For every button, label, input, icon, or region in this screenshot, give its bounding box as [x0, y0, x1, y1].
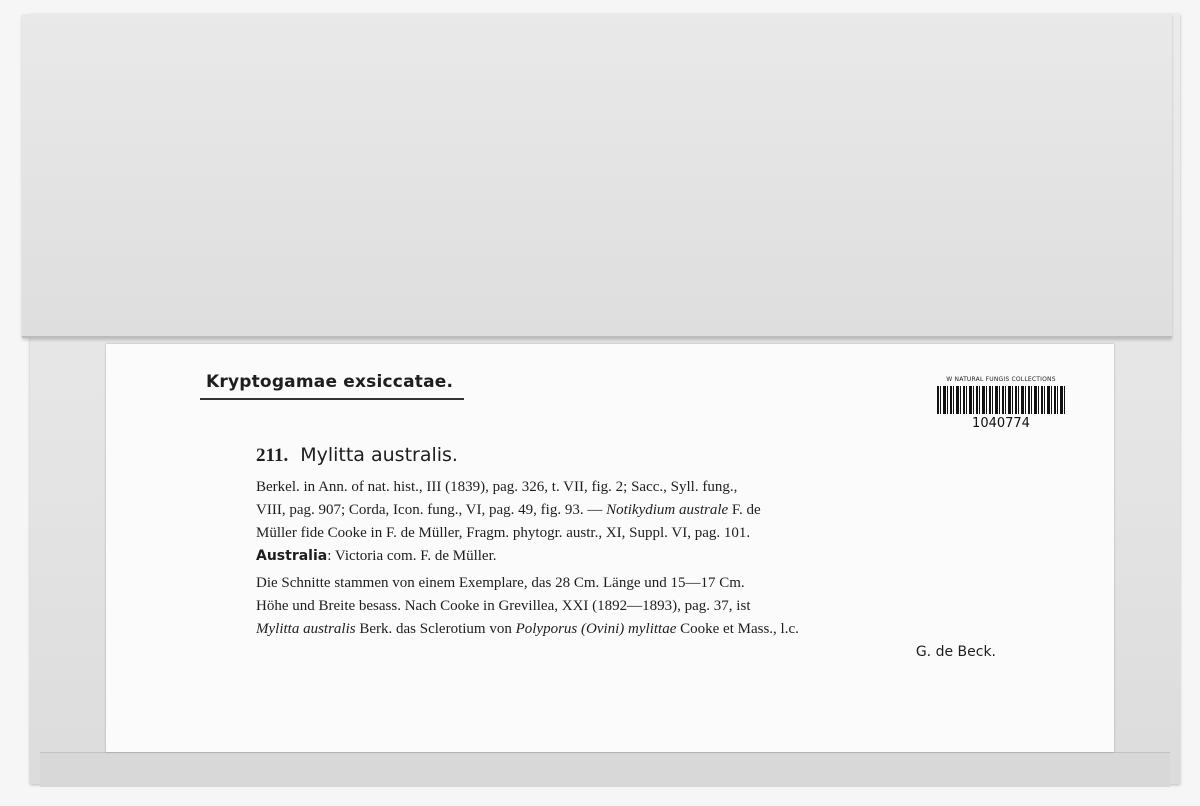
collector: com. F. de Müller. — [386, 548, 497, 564]
note-line: Höhe und Breite besass. Nach Cooke in Grevillea, XXI (1892—1893), pag. 37, ist — [256, 598, 751, 614]
notes — [256, 572, 996, 664]
herbarium-label — [106, 344, 1114, 752]
note-line: Die Schnitte stammen von einem Exemplare, das 28 Cm. Länge und 15—17 Cm. — [256, 575, 745, 591]
species-name: Mylitta australis. — [300, 444, 458, 466]
citation-line: Müller fide Cooke in F. de Müller, Fragm. phytogr. austr., XI, Suppl. VI, pag. 101. — [256, 525, 751, 541]
packet-bottom-fold — [40, 752, 1170, 787]
barcode-number: 1040774 — [972, 416, 1030, 431]
label-body — [256, 476, 996, 664]
citation-line: Berkel. in Ann. of nat. hist., III (1839), pag. 326, t. VII, fig. 2; Sacc., Syll. fung., — [256, 479, 738, 495]
barcode-icon — [937, 386, 1065, 414]
region-label: Australia — [256, 548, 328, 564]
species-heading — [256, 444, 458, 467]
note-line: Mylitta australis Berk. das Sclerotium von Polyporus (Ovini) mylittae Cooke et Mass., l.c. — [256, 621, 799, 637]
citation-line: VIII, pag. 907; Corda, Icon. fung., VI, pag. 49, fig. 93. — Notikydium australe F. de — [256, 502, 761, 518]
region-value: : Victoria — [327, 548, 384, 564]
series-underline — [200, 398, 464, 400]
packet-flap — [22, 14, 1172, 338]
locality-row — [256, 545, 996, 568]
series-title: Kryptogamae exsiccatae. — [206, 372, 454, 392]
author: G. de Beck. — [915, 644, 996, 660]
species-number: 211. — [256, 445, 289, 466]
synonym-name: Notikydium australe — [606, 502, 729, 518]
barcode-sticker — [928, 376, 1074, 442]
barcode-institution: W NATURAL FUNGIS COLLECTIONS — [946, 376, 1056, 383]
